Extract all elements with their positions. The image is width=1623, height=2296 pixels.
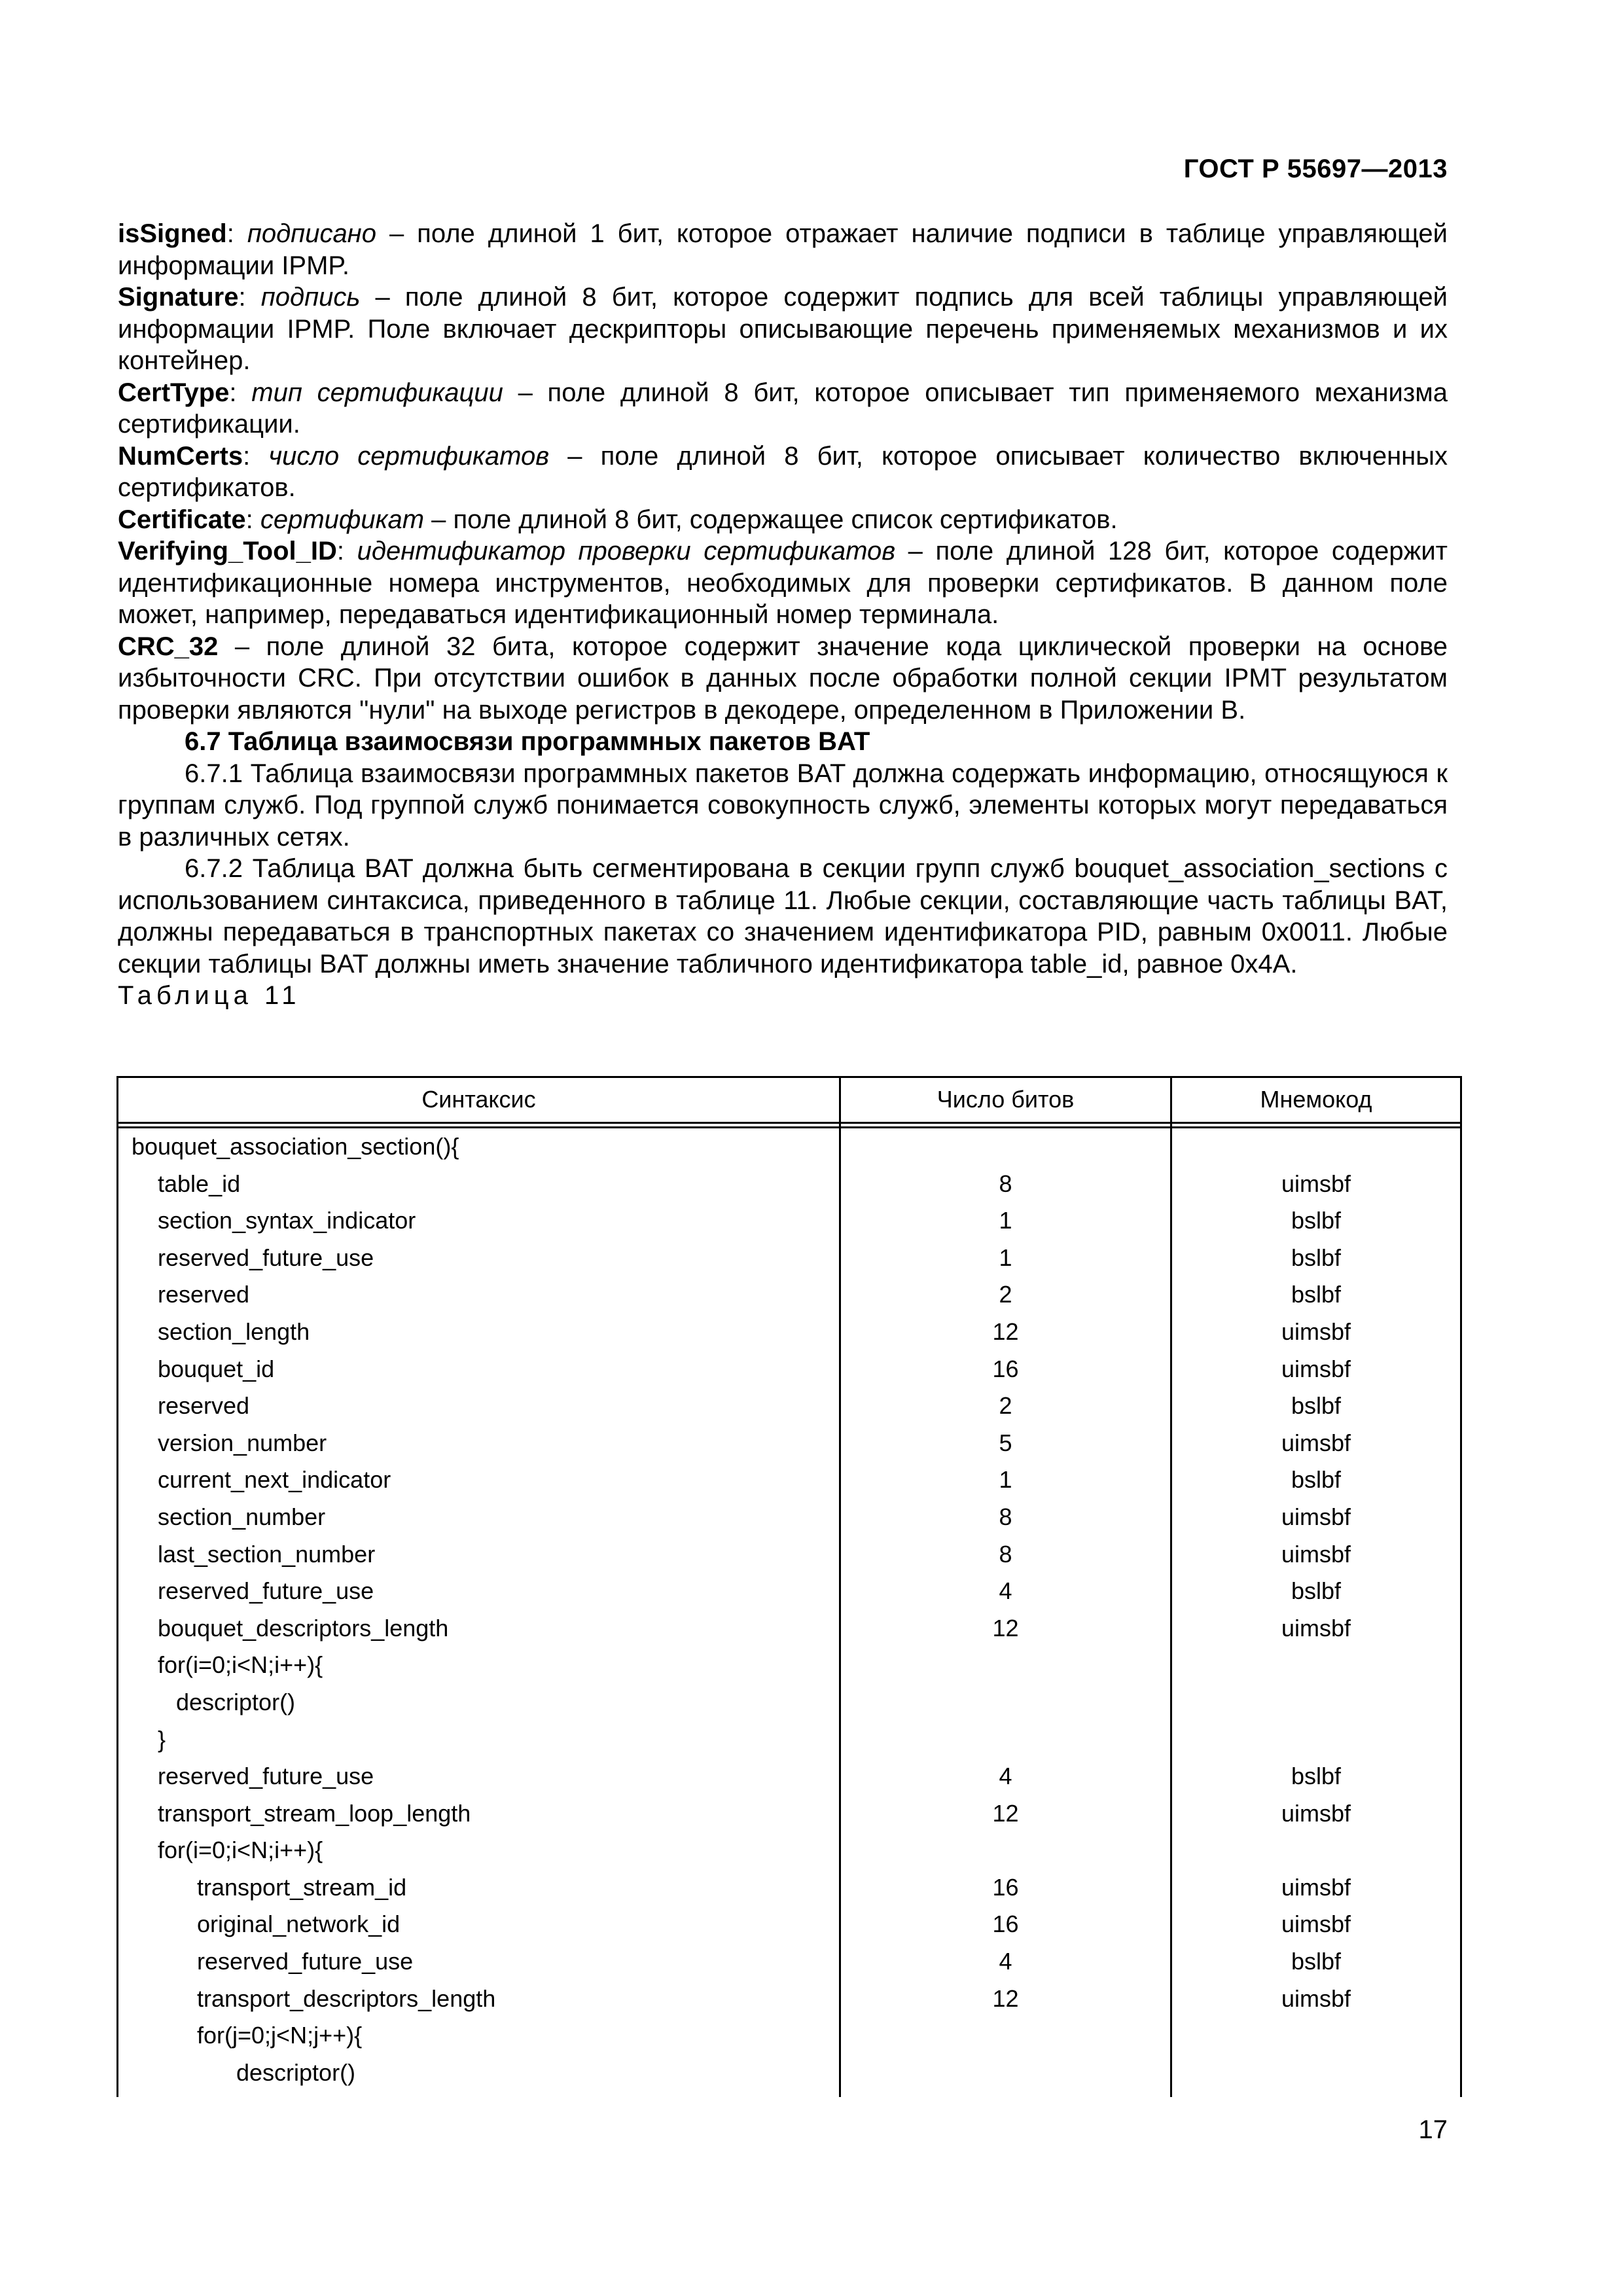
mnemonic-cell: uimsbf	[1281, 1910, 1351, 1938]
table-row	[116, 1276, 1462, 1314]
page-number: 17	[1418, 2115, 1448, 2144]
definition-text: – поле длиной 8 бит, которое описывает количество включенных сертификатов.	[118, 441, 1448, 502]
mnemonic-cell: uimsbf	[1281, 1170, 1351, 1197]
definition-term: isSigned	[118, 219, 227, 248]
definition-term: NumCerts	[118, 441, 243, 471]
syntax-cell: reserved_future_use	[158, 1244, 374, 1271]
definition-separator: :	[229, 378, 252, 407]
paragraph-6-7-1: 6.7.1 Таблица взаимосвязи программных пакетов BAT должна содержать информацию, относящуюся к группам служб. Под группой служб понимается совокупность служб, элементы которых могут передаваться в различных сетях.	[118, 759, 1448, 852]
table-row	[116, 1981, 1462, 2018]
bits-cell: 16	[992, 1910, 1019, 1938]
definition-separator: :	[245, 505, 260, 534]
bits-cell: 8	[999, 1170, 1012, 1197]
bits-cell: 16	[992, 1355, 1019, 1382]
mnemonic-cell: uimsbf	[1281, 1429, 1351, 1456]
syntax-cell: reserved_future_use	[158, 1763, 374, 1790]
syntax-cell: last_section_number	[158, 1540, 376, 1568]
bits-cell: 4	[999, 1577, 1012, 1605]
bits-cell: 4	[999, 1948, 1012, 1975]
mnemonic-cell: uimsbf	[1281, 1799, 1351, 1827]
table-body	[116, 1128, 1462, 2091]
table-row	[116, 1906, 1462, 1943]
table-row	[116, 1869, 1462, 1907]
bits-cell: 1	[999, 1244, 1012, 1271]
table-label: Таблица 11	[118, 981, 301, 1010]
definition-item	[118, 218, 1448, 281]
mnemonic-cell: bslbf	[1291, 1763, 1342, 1790]
definition-item	[118, 281, 1448, 377]
syntax-cell: transport_stream_loop_length	[158, 1799, 471, 1827]
mnemonic-cell: uimsbf	[1281, 1503, 1351, 1530]
definition-text: – поле длиной 32 бита, которое содержит значение кода циклической проверки на основе избыточности CRC. При отсутствии ошибок в данных после обработки полной секции IPMT результатом проверки являются "нули" на выходе регистров в декодере, определенном в Приложении В.	[118, 632, 1448, 725]
mnemonic-cell: bslbf	[1291, 1392, 1342, 1420]
definition-text: – поле длиной 128 бит, которое содержит идентификационные номера инструментов, необходимых для проверки сертификатов. В данном поле может, например, передаваться идентификационный номер терминала.	[118, 537, 1448, 629]
syntax-cell: section_length	[158, 1318, 310, 1345]
definition-name: идентификатор проверки сертификатов	[357, 537, 896, 565]
table-row	[116, 1610, 1462, 1647]
syntax-cell: transport_stream_id	[197, 1873, 407, 1901]
syntax-cell: table_id	[158, 1170, 241, 1197]
definition-term: Signature	[118, 283, 239, 312]
syntax-cell: descriptor()	[176, 1688, 296, 1715]
definition-item	[118, 504, 1448, 536]
table-row	[116, 1795, 1462, 1833]
table-header-separator	[116, 1122, 1462, 1124]
definition-name: тип сертификации	[251, 378, 503, 407]
definition-item	[118, 535, 1448, 631]
definition-term: CRC_32	[118, 632, 219, 661]
definition-item	[118, 377, 1448, 440]
bits-cell: 8	[999, 1540, 1012, 1568]
syntax-cell: descriptor()	[236, 2058, 356, 2086]
syntax-cell: original_network_id	[197, 1910, 401, 1938]
syntax-cell: bouquet_descriptors_length	[158, 1614, 449, 1641]
mnemonic-cell: bslbf	[1291, 1577, 1342, 1605]
bits-cell: 1	[999, 1466, 1012, 1494]
table-row	[116, 1721, 1462, 1759]
table-row	[116, 1536, 1462, 1573]
mnemonic-cell: uimsbf	[1281, 1355, 1351, 1382]
definition-item	[118, 631, 1448, 726]
definition-name: подписано	[247, 219, 376, 248]
definition-name: сертификат	[260, 505, 425, 534]
bits-cell: 12	[992, 1984, 1019, 2012]
document-standard-header: ГОСТ Р 55697—2013	[1183, 154, 1448, 183]
table-row	[116, 1166, 1462, 1203]
table-row	[116, 1943, 1462, 1981]
mnemonic-cell: uimsbf	[1281, 1540, 1351, 1568]
syntax-cell: for(i=0;i<N;i++){	[158, 1837, 323, 1864]
mnemonic-cell: uimsbf	[1281, 1318, 1351, 1345]
definition-separator: :	[238, 283, 261, 312]
mnemonic-cell: bslbf	[1291, 1281, 1342, 1308]
mnemonic-cell: bslbf	[1291, 1466, 1342, 1494]
syntax-cell: reserved_future_use	[197, 1948, 414, 1975]
syntax-cell: for(i=0;i<N;i++){	[158, 1651, 323, 1679]
table-row	[116, 2054, 1462, 2092]
syntax-cell: bouquet_id	[158, 1355, 275, 1382]
syntax-cell: section_syntax_indicator	[158, 1207, 416, 1234]
table-row	[116, 1240, 1462, 1277]
bits-cell: 12	[992, 1318, 1019, 1345]
syntax-cell: reserved_future_use	[158, 1577, 374, 1605]
syntax-cell: version_number	[158, 1429, 327, 1456]
definition-name: подпись	[260, 283, 361, 312]
table-header-bits: Число битов	[936, 1086, 1075, 1113]
syntax-table	[116, 1076, 1462, 2097]
mnemonic-cell: bslbf	[1291, 1207, 1342, 1234]
mnemonic-cell: bslbf	[1291, 1948, 1342, 1975]
definition-text: – поле длиной 8 бит, содержащее список сертификатов.	[424, 505, 1118, 534]
table-row	[116, 1758, 1462, 1795]
table-row	[116, 1684, 1462, 1721]
definition-text: – поле длиной 8 бит, которое описывает тип применяемого механизма сертификации.	[118, 378, 1448, 439]
paragraph-6-7-2: 6.7.2 Таблица BAT должна быть сегментирована в секции групп служб bouquet_association_sections с использованием синтаксиса, приведенного в таблице 11. Любые секции, составляющие часть таблицы BAT, должны передаваться в транспортных пакетах со значением идентификатора PID, равным 0x0011. Любые секции таблицы BAT должны иметь значение табличного идентификатора table_id, равное 0x4A.	[118, 854, 1448, 978]
bits-cell: 12	[992, 1614, 1019, 1641]
table-row	[116, 1351, 1462, 1388]
bits-cell: 2	[999, 1392, 1012, 1420]
body-text	[118, 218, 1448, 1012]
table-row	[116, 1462, 1462, 1499]
table-row	[116, 1202, 1462, 1240]
mnemonic-cell: uimsbf	[1281, 1984, 1351, 2012]
syntax-cell: reserved	[158, 1281, 250, 1308]
definition-term: Certificate	[118, 505, 246, 534]
bits-cell: 1	[999, 1207, 1012, 1234]
table-row	[116, 1573, 1462, 1610]
definition-name: число сертификатов	[268, 441, 550, 471]
definition-term: Verifying_Tool_ID	[118, 537, 337, 565]
definition-term: CertType	[118, 378, 230, 407]
definition-text: – поле длиной 1 бит, которое отражает наличие подписи в таблице управляющей информации IPMP.	[118, 219, 1448, 280]
mnemonic-cell: uimsbf	[1281, 1614, 1351, 1641]
table-row	[116, 1832, 1462, 1869]
definition-separator: :	[226, 219, 247, 248]
definitions-list	[118, 218, 1448, 726]
definition-item	[118, 440, 1448, 504]
table-row	[116, 1388, 1462, 1425]
bits-cell: 4	[999, 1763, 1012, 1790]
syntax-cell: for(j=0;j<N;j++){	[197, 2022, 363, 2049]
table-row	[116, 1425, 1462, 1462]
bits-cell: 12	[992, 1799, 1019, 1827]
mnemonic-cell: uimsbf	[1281, 1873, 1351, 1901]
table-row	[116, 1647, 1462, 1684]
syntax-cell: bouquet_association_section(){	[132, 1133, 459, 1160]
definition-separator: :	[336, 537, 357, 565]
section-heading: 6.7 Таблица взаимосвязи программных пакетов BAT	[185, 727, 870, 756]
bits-cell: 5	[999, 1429, 1012, 1456]
syntax-cell: section_number	[158, 1503, 326, 1530]
syntax-cell: current_next_indicator	[158, 1466, 391, 1494]
table-header-mnemonic: Мнемокод	[1260, 1086, 1372, 1113]
bits-cell: 8	[999, 1503, 1012, 1530]
table-header-syntax: Синтаксис	[421, 1086, 536, 1113]
table-row	[116, 1499, 1462, 1536]
syntax-cell: }	[158, 1725, 166, 1753]
definition-separator: :	[243, 441, 269, 471]
table-row	[116, 1128, 1462, 1166]
bits-cell: 16	[992, 1873, 1019, 1901]
bits-cell: 2	[999, 1281, 1012, 1308]
syntax-cell: reserved	[158, 1392, 250, 1420]
definition-text: – поле длиной 8 бит, которое содержит подпись для всей таблицы управляющей информации IPMP. Поле включает дескрипторы описывающие перечень применяемых механизмов и их контейнер.	[118, 283, 1448, 375]
mnemonic-cell: bslbf	[1291, 1244, 1342, 1271]
table-row	[116, 1314, 1462, 1351]
syntax-cell: transport_descriptors_length	[197, 1984, 496, 2012]
table-row	[116, 2017, 1462, 2054]
